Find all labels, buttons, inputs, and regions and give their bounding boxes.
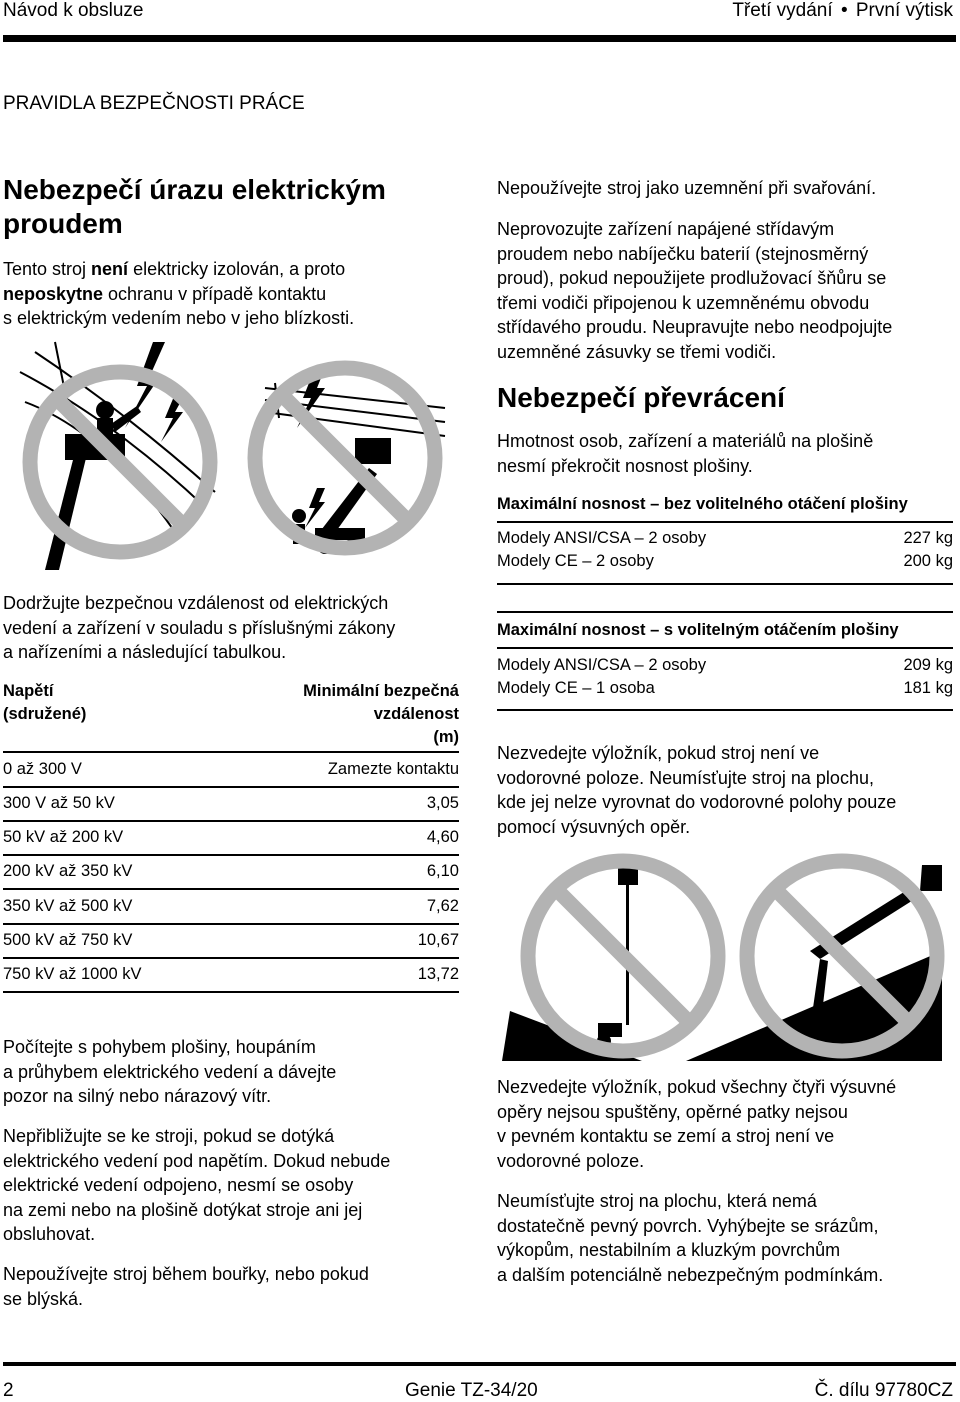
- cell-voltage: 500 kV až 750 kV: [3, 931, 133, 949]
- text-line: na zemi nebo na plošině dotýkat stroje ani jej: [3, 1199, 363, 1220]
- table-header-text: Minimální bezpečná: [303, 682, 459, 700]
- footer-rule: [3, 1362, 956, 1366]
- electric-hazard-title: [3, 173, 386, 241]
- text-run: ochranu v případě kontaktu: [103, 283, 327, 304]
- text-line: vedení a zařízení v souladu s příslušnými zákony: [3, 617, 396, 638]
- cell-distance: Zamezte kontaktu: [327, 760, 459, 778]
- table-rule: [497, 709, 953, 711]
- text-run-bold: neposkytne: [3, 283, 104, 304]
- text-line: Nezvedejte výložník, pokud stroj není ve: [497, 743, 820, 763]
- energized-machine-paragraph: [3, 1124, 390, 1247]
- header-print-label: První výtisk: [855, 0, 953, 21]
- unstable-surface-paragraph: [497, 1189, 883, 1287]
- cell-voltage: 750 kV až 1000 kV: [3, 965, 142, 983]
- cell-distance: 7,62: [426, 897, 459, 915]
- cell-model: Modely CE – 1 osoba: [497, 679, 655, 697]
- text-line: vodorovné poloze.: [497, 1150, 645, 1171]
- cell-voltage: 300 V až 50 kV: [3, 794, 115, 812]
- header-edition: [732, 0, 953, 22]
- text-run-bold: není: [91, 259, 129, 279]
- text-line: střídavého proudu. Neupravujte nebo neodpojujte: [497, 317, 893, 337]
- cell-model: Modely ANSI/CSA – 2 osoby: [497, 529, 707, 547]
- table-rule: [3, 991, 459, 993]
- text-line: pozor na silný nebo nárazový vítr.: [3, 1086, 272, 1106]
- tipover-hazard-title: Nebezpečí převrácení: [497, 382, 785, 413]
- cell-voltage: 350 kV až 500 kV: [3, 897, 133, 915]
- cell-voltage: 50 kV až 200 kV: [3, 828, 124, 846]
- text-line: proud), pokud nepoužijete prodlužovací šňůru se: [497, 268, 887, 288]
- text-line: kde jej nelze vyrovnat do vodorovné polohy pouze: [497, 792, 897, 812]
- table-header-distance: [200, 680, 459, 749]
- table-rule: [3, 957, 459, 959]
- prohibited-power-line-contact-illustration: [25, 342, 225, 570]
- header-edition-label: Třetí vydání: [732, 0, 833, 21]
- prohibited-slope-illustration: [502, 851, 942, 1061]
- cell-model: Modely CE – 2 osoby: [497, 552, 654, 570]
- text-line: Nepřibližujte se ke stroji, pokud se dotýká: [3, 1126, 335, 1146]
- table-rule: [497, 647, 953, 649]
- cell-distance: 6,10: [426, 862, 459, 880]
- text-line: opěry nejsou spuštěny, opěrné patky nejsou: [497, 1101, 848, 1122]
- cell-distance: 10,67: [417, 931, 459, 949]
- storm-paragraph: [3, 1262, 369, 1311]
- cell-voltage: 200 kV až 350 kV: [3, 862, 133, 880]
- outriggers-paragraph: [497, 1075, 896, 1173]
- cell-load: 200 kg: [903, 552, 953, 570]
- text-run: elektricky izolován, a proto: [128, 259, 346, 279]
- table-rule: [3, 751, 459, 753]
- capacity-paragraph: [497, 429, 873, 478]
- text-line: a průhybem elektrického vedení a dávejte: [3, 1061, 337, 1082]
- cell-load: 209 kg: [903, 656, 953, 674]
- table-rule: [497, 611, 953, 613]
- text-run: Tento stroj: [3, 259, 92, 279]
- table-header-text: (sdružené): [3, 705, 87, 723]
- electric-title-line: proudem: [3, 208, 123, 239]
- table-rule: [497, 583, 953, 585]
- text-line: elektrického vedení pod napětím. Dokud nebude: [3, 1150, 391, 1171]
- text-run: s elektrickým vedením nebo v jeho blízkosti.: [3, 308, 355, 328]
- text-line: a nařízeními a následující tabulkou.: [3, 642, 287, 662]
- platform-movement-paragraph: [3, 1035, 336, 1109]
- electric-intro-paragraph: [3, 257, 354, 331]
- footer-model: Genie TZ-34/20: [405, 1380, 538, 1401]
- header-rule: [3, 35, 956, 42]
- page-number: 2: [3, 1380, 14, 1401]
- text-line: Hmotnost osob, zařízení a materiálů na plošině: [497, 431, 874, 451]
- table-rule: [3, 923, 459, 925]
- ac-power-paragraph: [497, 217, 892, 364]
- prohibited-lift-near-power-lines-illustration: [245, 358, 445, 558]
- capacity-table-title: Maximální nosnost – bez volitelného otáčení plošiny: [497, 495, 908, 513]
- table-rule: [3, 888, 459, 890]
- text-line: Počítejte s pohybem plošiny, houpáním: [3, 1037, 316, 1057]
- electric-title-line: Nebezpečí úrazu elektrickým: [3, 174, 386, 205]
- cell-load: 227 kg: [903, 529, 953, 547]
- text-line: Dodržujte bezpečnou vzdálenost od elektrických: [3, 593, 389, 613]
- header-manual-title: Návod k obsluze: [3, 0, 144, 21]
- text-line: a dalším potenciálně nebezpečným podmínkám.: [497, 1264, 884, 1285]
- text-line: nesmí překročit nosnost plošiny.: [497, 455, 753, 476]
- footer-part-number: Č. dílu 97780CZ: [814, 1380, 953, 1401]
- cell-load: 181 kg: [903, 679, 953, 697]
- table-rule: [3, 786, 459, 788]
- text-line: elektrické vedení odpojeno, nesmí se osoby: [3, 1175, 354, 1195]
- cell-model: Modely ANSI/CSA – 2 osoby: [497, 656, 707, 674]
- text-line: výkopům, nestabilním a kluzkým povrchům: [497, 1240, 841, 1260]
- cell-distance: 4,60: [426, 828, 459, 846]
- header-bullet: •: [840, 0, 848, 21]
- table-rule: [3, 854, 459, 856]
- text-line: Nezvedejte výložník, pokud všechny čtyři výsuvné: [497, 1077, 897, 1097]
- table-header-text: vzdálenost: [373, 705, 459, 723]
- text-line: uzemněné zásuvky se třemi vodiči.: [497, 341, 777, 362]
- section-title: PRAVIDLA BEZPEČNOSTI PRÁCE: [3, 93, 305, 114]
- text-line: Nepoužívejte stroj během bouřky, nebo pokud: [3, 1264, 369, 1284]
- text-line: Neprovozujte zařízení napájené střídavým: [497, 219, 835, 239]
- table-rule: [3, 820, 459, 822]
- text-line: třemi vodiči připojenou k uzemněnému obvodu: [497, 292, 870, 313]
- table-header-text: Napětí: [3, 682, 54, 700]
- cell-voltage: 0 až 300 V: [3, 760, 82, 778]
- text-line: obsluhovat.: [3, 1224, 96, 1244]
- safe-distance-paragraph: [3, 591, 395, 665]
- text-line: dostatečně pevný povrch. Vyhýbejte se srázům,: [497, 1215, 879, 1236]
- level-ground-paragraph: [497, 741, 896, 839]
- table-rule: [497, 521, 953, 523]
- cell-distance: 13,72: [417, 965, 459, 983]
- text-line: proudem nebo nabíječku baterií (stejnosměrný: [497, 243, 869, 264]
- text-line: vodorovné poloze. Neumísťujte stroj na plochu,: [497, 767, 874, 788]
- cell-distance: 3,05: [426, 794, 459, 812]
- text-line: se blýská.: [3, 1288, 84, 1309]
- welding-ground-paragraph: Nepoužívejte stroj jako uzemnění při svařování.: [497, 178, 877, 198]
- text-line: pomocí výsuvných opěr.: [497, 816, 691, 837]
- table-header-text: (m): [433, 728, 459, 746]
- text-line: v pevném kontaktu se zemí a stroj není ve: [497, 1126, 835, 1146]
- prohibition-slash-icon: [556, 889, 690, 1023]
- text-line: Neumísťujte stroj na plochu, která nemá: [497, 1191, 817, 1211]
- table-header-voltage: [3, 680, 86, 726]
- capacity-table-title: Maximální nosnost – s volitelným otáčením plošiny: [497, 621, 899, 639]
